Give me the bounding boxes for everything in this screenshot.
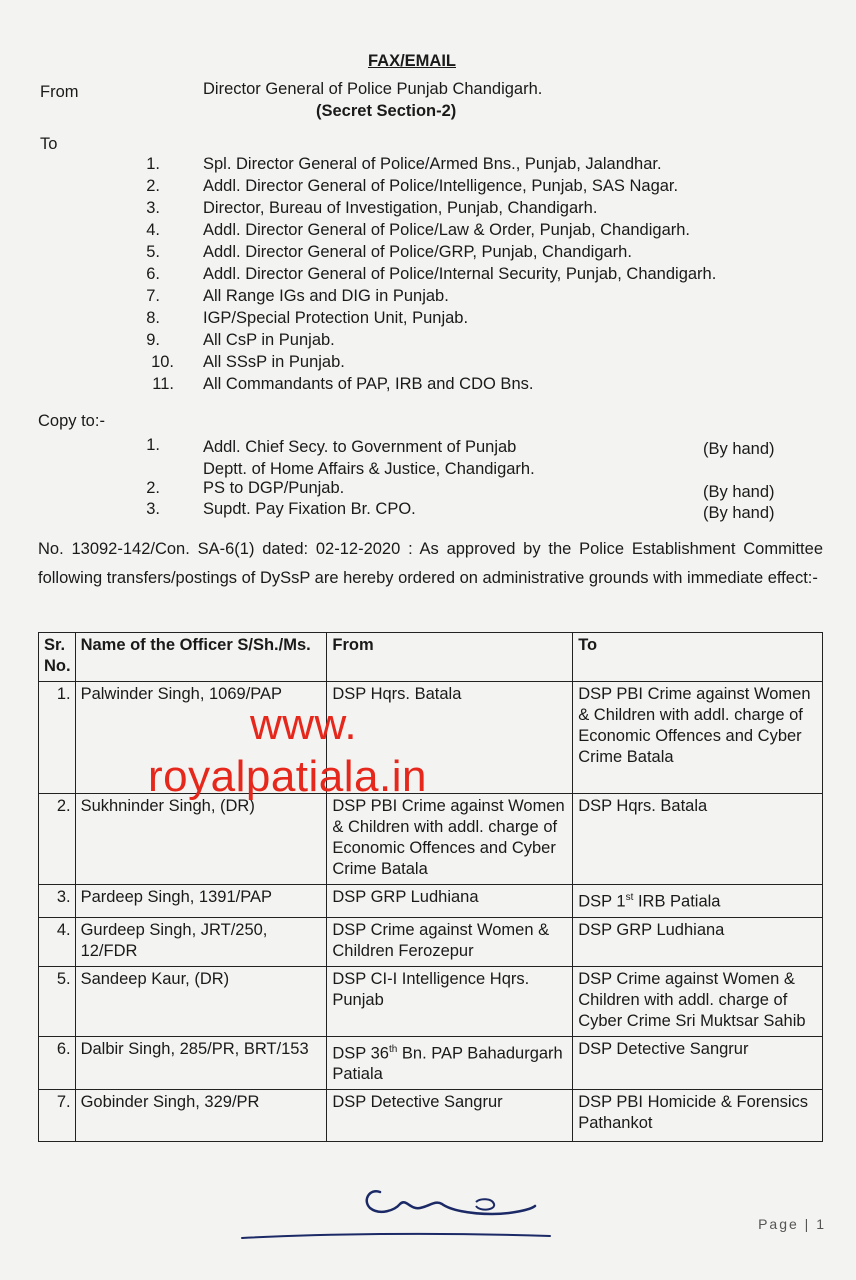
ordinal-suffix: th	[388, 1043, 398, 1055]
ordinal-suffix: st	[625, 892, 634, 903]
cell-to: DSP Crime against Women & Children with addl. charge of Cyber Crime Sri Muktsar Sahib	[573, 966, 823, 1036]
from-line: Director General of Police Punjab Chandigarh.	[203, 80, 543, 98]
copy-list-item: PS to DGP/Punjab.	[203, 479, 345, 497]
table-header-row	[39, 633, 823, 682]
copy-list-num: 2.	[146, 479, 160, 497]
to-list-item: Director, Bureau of Investigation, Punjab, Chandigarh.	[203, 199, 598, 217]
to-list-num: 7.	[146, 287, 160, 305]
to-list-num: 5.	[146, 243, 160, 261]
header-to: To	[573, 633, 823, 682]
cell-to: DSP GRP Ludhiana	[573, 917, 823, 966]
to-list-item: Addl. Director General of Police/Law & Order, Punjab, Chandigarh.	[203, 221, 691, 239]
cell-to: DSP Hqrs. Batala	[573, 794, 823, 885]
to-list-item: Addl. Director General of Police/GRP, Punjab, Chandigarh.	[203, 243, 632, 261]
transfer-table	[38, 632, 823, 1142]
cell-sr: 6.	[39, 1036, 76, 1090]
table-row	[39, 794, 823, 885]
secret-section: (Secret Section-2)	[316, 102, 457, 120]
to-list-num: 8.	[146, 309, 160, 327]
cell-sr: 7.	[39, 1090, 76, 1142]
cell-from	[327, 1036, 573, 1090]
cell-to: DSP Detective Sangrur	[573, 1036, 823, 1090]
table-row	[39, 966, 823, 1036]
to-list-num: 4.	[146, 221, 160, 239]
header-sr: Sr. No.	[39, 633, 76, 682]
cell-sr: 5.	[39, 966, 76, 1036]
copy-list-num: 3.	[146, 500, 160, 518]
delivery-mode: (By hand)	[703, 483, 775, 501]
cell-from: DSP Detective Sangrur	[327, 1090, 573, 1142]
table-row	[39, 917, 823, 966]
to-list-num: 1.	[146, 155, 160, 173]
cell-from: DSP Crime against Women & Children Ferozepur	[327, 917, 573, 966]
to-list-item: Spl. Director General of Police/Armed Bns., Punjab, Jalandhar.	[203, 155, 662, 173]
header-from: From	[327, 633, 573, 682]
to-list-item: All Commandants of PAP, IRB and CDO Bns.	[203, 375, 534, 393]
to-list-num: 9.	[146, 331, 160, 349]
copy-list-item-line2: Deptt. of Home Affairs & Justice, Chandigarh.	[203, 460, 535, 478]
cell-name: Dalbir Singh, 285/PR, BRT/153	[75, 1036, 327, 1090]
cell-from: DSP GRP Ludhiana	[327, 885, 573, 918]
cell-to-text: DSP 1	[578, 892, 626, 911]
cell-name: Sukhninder Singh, (DR)	[75, 794, 327, 885]
cell-sr: 3.	[39, 885, 76, 918]
copy-list-num: 1.	[146, 436, 160, 454]
cell-name: Palwinder Singh, 1069/PAP	[75, 682, 327, 794]
copy-list-item: Addl. Chief Secy. to Government of Punjab	[203, 438, 517, 456]
cell-sr: 1.	[39, 682, 76, 794]
to-list-item: Addl. Director General of Police/Internal Security, Punjab, Chandigarh.	[203, 265, 717, 283]
cell-to: DSP PBI Crime against Women & Children with addl. charge of Economic Offences and Cyber Crime Batala	[573, 682, 823, 794]
to-list-item: IGP/Special Protection Unit, Punjab.	[203, 309, 469, 327]
header-name: Name of the Officer S/Sh./Ms.	[75, 633, 327, 682]
to-list-num: 11.	[152, 375, 174, 393]
cell-from: DSP Hqrs. Batala	[327, 682, 573, 794]
cell-sr: 4.	[39, 917, 76, 966]
page-number: Page | 1	[758, 1216, 826, 1232]
table-row	[39, 1090, 823, 1142]
fax-email-title: FAX/EMAIL	[368, 52, 457, 70]
copy-to-label: Copy to:-	[38, 412, 105, 430]
cell-name: Gurdeep Singh, JRT/250, 12/FDR	[75, 917, 327, 966]
watermark-line2: royalpatiala.in	[148, 752, 427, 801]
cell-sr: 2.	[39, 794, 76, 885]
delivery-mode: (By hand)	[703, 504, 775, 522]
cell-from-text: Bn. PAP Bahadurgarh Patiala	[332, 1044, 563, 1083]
table-row	[39, 1036, 823, 1090]
cell-from-text: DSP 36	[332, 1044, 389, 1062]
copy-list-item: Supdt. Pay Fixation Br. CPO.	[203, 500, 416, 518]
table-row	[39, 885, 823, 918]
cell-from: DSP CI-I Intelligence Hqrs. Punjab	[327, 966, 573, 1036]
to-list-num: 2.	[146, 177, 160, 195]
to-list-num: 6.	[146, 265, 160, 283]
cell-name: Gobinder Singh, 329/PR	[75, 1090, 327, 1142]
cell-from: DSP PBI Crime against Women & Children with addl. charge of Economic Offences and Cyber Crime Batala	[327, 794, 573, 885]
to-list-num: 10.	[151, 353, 174, 371]
watermark-line1: www.	[250, 700, 358, 749]
cell-to	[573, 885, 823, 918]
cell-to-text: IRB Patiala	[633, 892, 721, 911]
cell-name: Sandeep Kaur, (DR)	[75, 966, 327, 1036]
from-label: From	[40, 83, 79, 101]
to-label: To	[40, 135, 58, 153]
to-list-item: Addl. Director General of Police/Intelligence, Punjab, SAS Nagar.	[203, 177, 679, 195]
cell-to: DSP PBI Homicide & Forensics Pathankot	[573, 1090, 823, 1142]
to-list-item: All CsP in Punjab.	[203, 331, 335, 349]
to-list-item: All Range IGs and DIG in Punjab.	[203, 287, 449, 305]
to-list-item: All SSsP in Punjab.	[203, 353, 345, 371]
cell-name: Pardeep Singh, 1391/PAP	[75, 885, 327, 918]
delivery-mode: (By hand)	[703, 440, 775, 458]
signature-graphic	[230, 1180, 560, 1250]
order-paragraph: No. 13092-142/Con. SA-6(1) dated: 02-12-2020 : As approved by the Police Establishment Committee following transfers/postings of DySsP are hereby ordered on administrative grounds with immediate effect:-	[38, 540, 823, 587]
to-list-num: 3.	[146, 199, 160, 217]
